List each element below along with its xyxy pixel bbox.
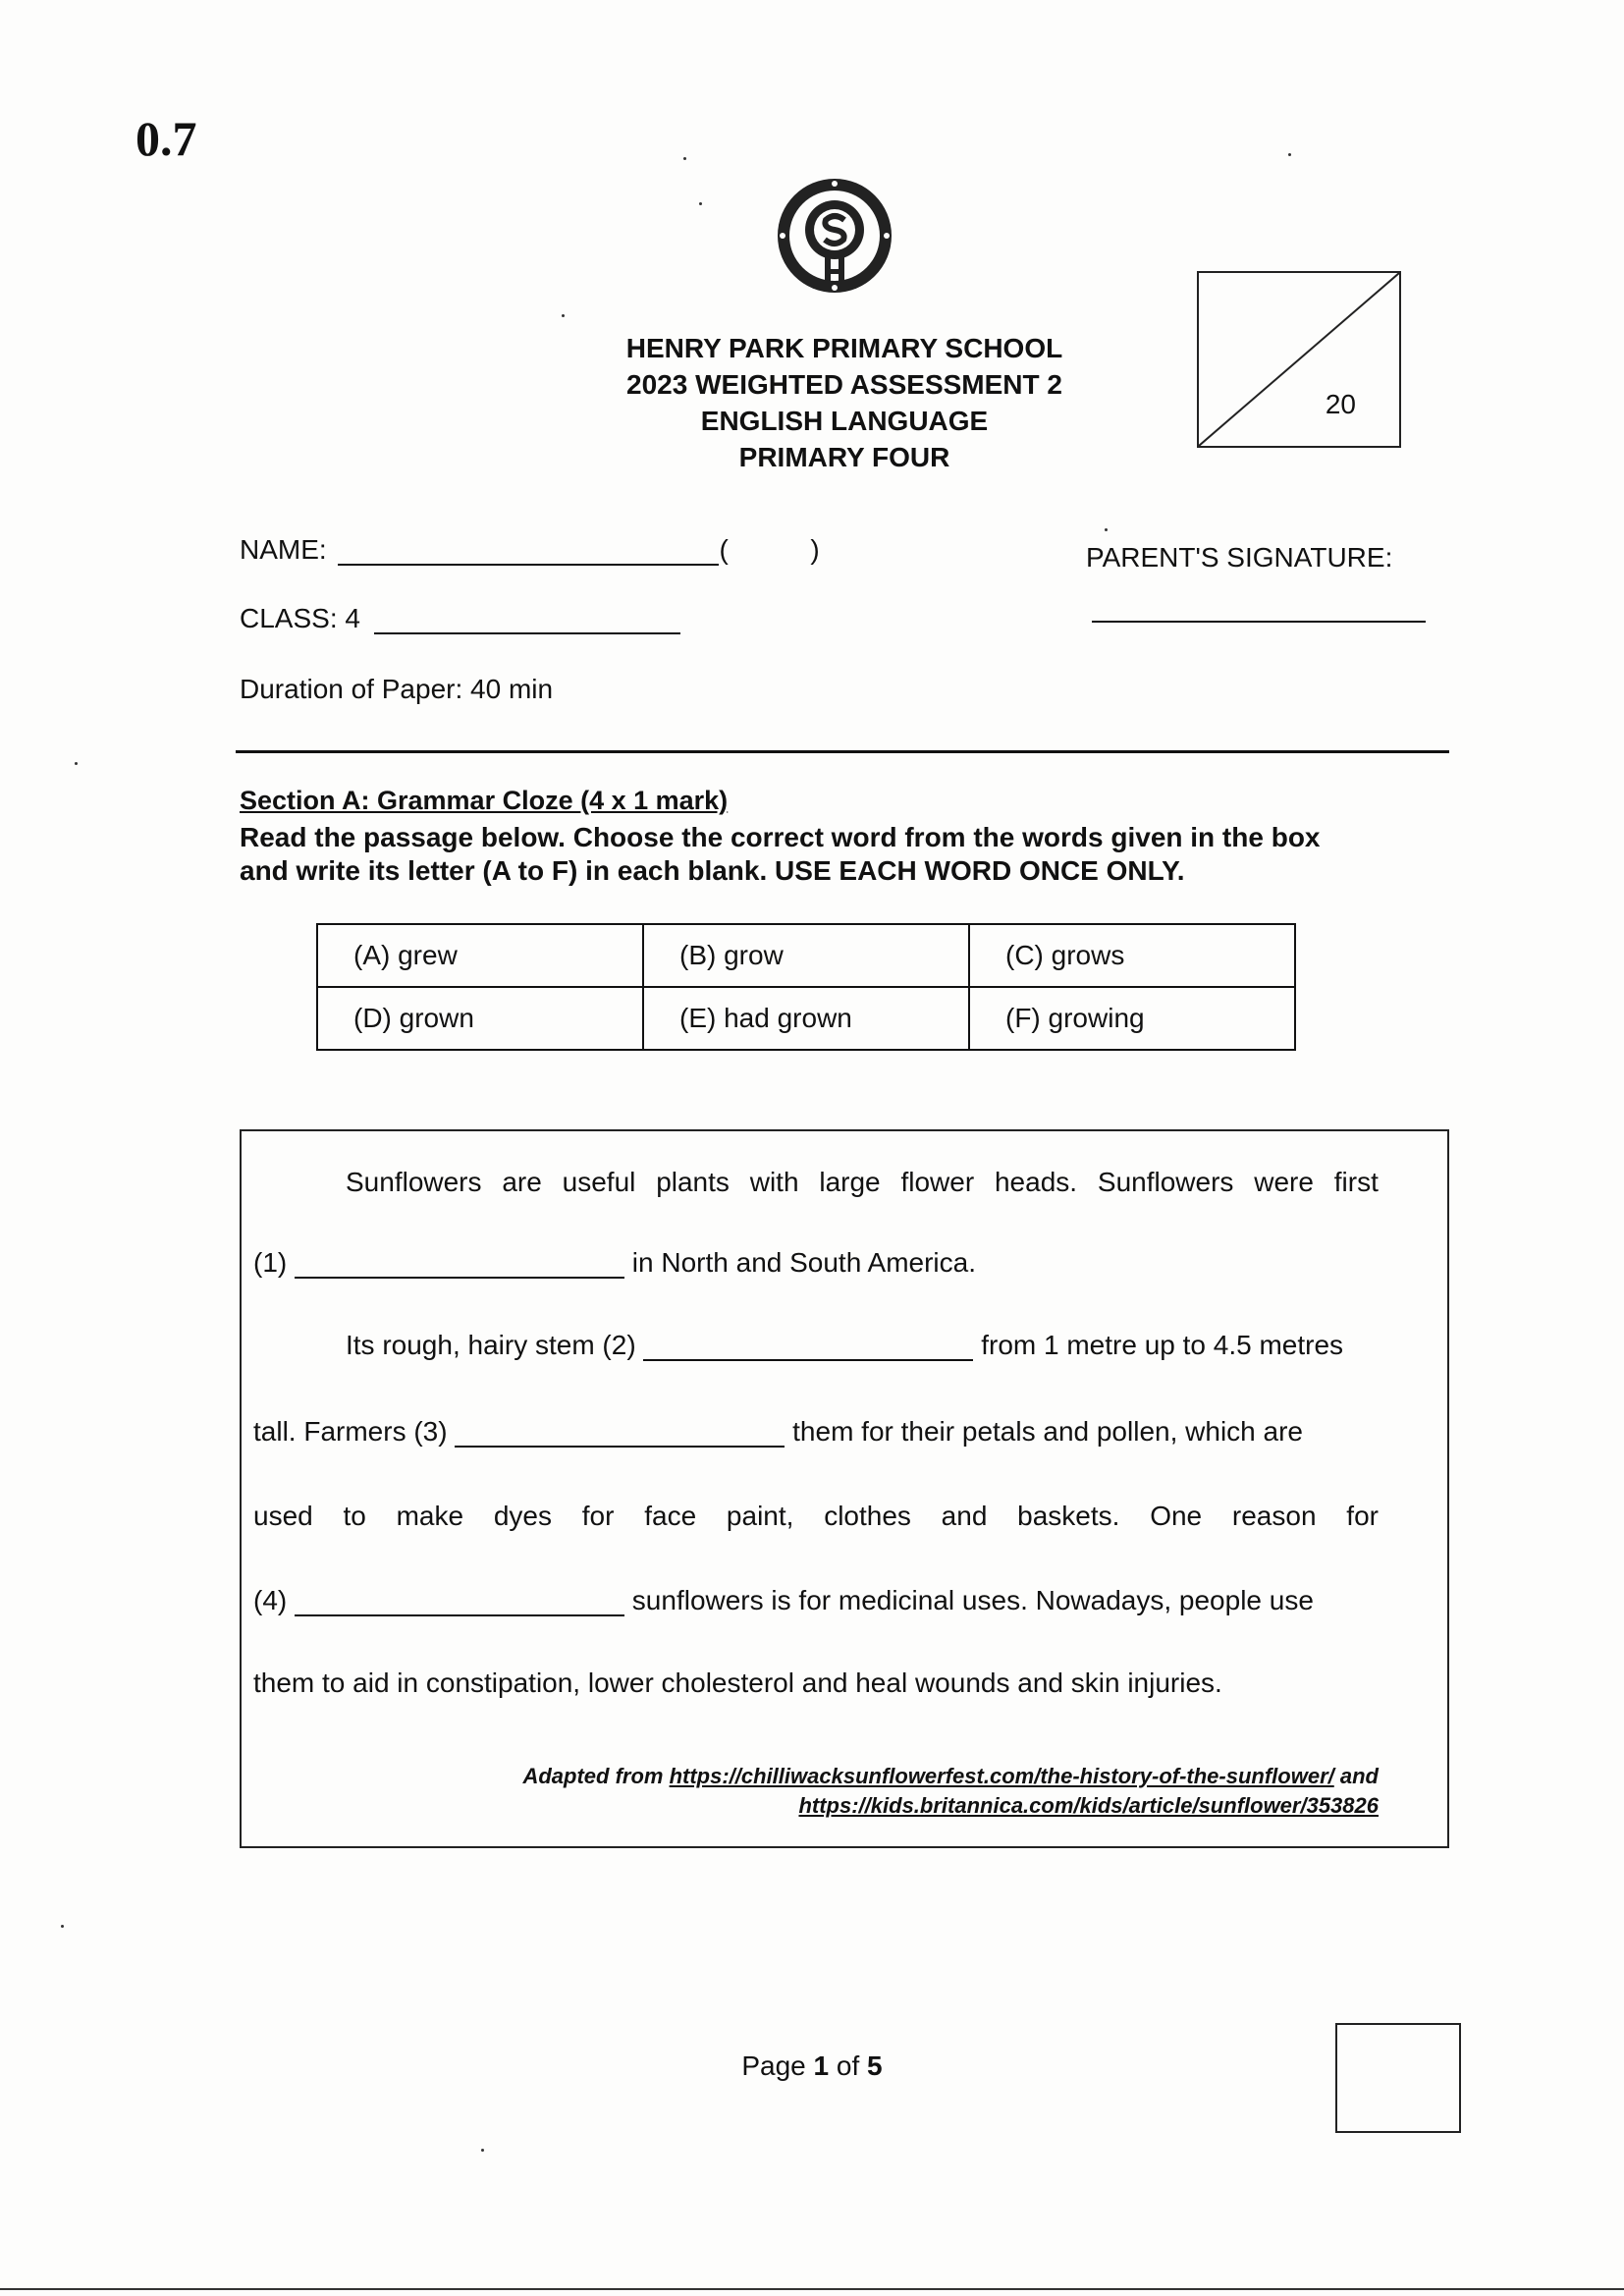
class-field[interactable] (374, 607, 680, 634)
passage-word: and (941, 1501, 988, 1531)
passage-word: reason (1231, 1501, 1317, 1531)
word-bank-row (317, 987, 1295, 1050)
passage-text: in North and South America. (631, 1247, 976, 1278)
score-tag: 0.7 (135, 111, 197, 166)
instruction-line: Read the passage below. Choose the correct word from the words given in the box (240, 822, 1321, 852)
passage-text: tall. Farmers (3) (253, 1416, 448, 1447)
passage-word: with (749, 1167, 799, 1197)
passage-text: sunflowers is for medicinal uses. Nowadays, people use (631, 1585, 1314, 1615)
passage-word: are (502, 1167, 542, 1197)
blank-number: (4) (253, 1585, 288, 1615)
blank-number: (1) (253, 1247, 288, 1278)
passage-word: heads. (994, 1167, 1078, 1197)
parent-signature-field[interactable] (1092, 619, 1426, 623)
name-row (240, 534, 820, 566)
passage-word: paint, (726, 1501, 794, 1531)
scan-speck (1288, 153, 1291, 156)
passage-text: from 1 metre up to 4.5 metres (981, 1330, 1344, 1360)
word-bank-row (317, 924, 1295, 987)
passage-word: used (253, 1501, 313, 1531)
source-credit (522, 1762, 1379, 1821)
header-divider (236, 750, 1449, 753)
passage-word: clothes (824, 1501, 911, 1531)
blank-2[interactable] (643, 1334, 973, 1361)
total-marks: 20 (1325, 389, 1356, 419)
passage-word: baskets. (1017, 1501, 1120, 1531)
word-option: (A) grew (317, 924, 643, 987)
class-row (240, 603, 680, 634)
scan-speck (699, 202, 702, 205)
credit-line (522, 1791, 1379, 1821)
passage-word: for (1346, 1501, 1379, 1531)
word-bank (316, 923, 1296, 1051)
passage-word: plants (656, 1167, 730, 1197)
source-link[interactable]: https://chilliwacksunflowerfest.com/the-history-of-the-sunflower/ (669, 1764, 1334, 1788)
source-link[interactable]: https://kids.britannica.com/kids/article/sunflower/353826 (798, 1793, 1379, 1818)
passage-word: face (644, 1501, 697, 1531)
passage-text: Its rough, hairy stem (2) (346, 1330, 636, 1360)
total-marks-box (1197, 271, 1401, 448)
word-option: (F) growing (969, 987, 1295, 1050)
scan-speck (61, 1925, 64, 1928)
assessment-title: 2023 WEIGHTED ASSESSMENT 2 (626, 369, 1062, 400)
passage-word: Sunflowers (1097, 1167, 1234, 1197)
passage-line-6 (253, 1585, 1379, 1616)
passage-line-1 (346, 1167, 1379, 1198)
credit-prefix: Adapted from (522, 1764, 664, 1788)
passage-word: make (396, 1501, 464, 1531)
scan-speck (683, 157, 686, 160)
passage-box (240, 1129, 1449, 1848)
scan-speck (481, 2149, 484, 2152)
passage-word: useful (562, 1167, 636, 1197)
register-close: ) (810, 534, 820, 565)
school-logo (772, 167, 897, 314)
page-current: 1 (813, 2050, 830, 2081)
word-option: (C) grows (969, 924, 1295, 987)
marks-diagonal (1199, 273, 1399, 446)
passage-word: dyes (493, 1501, 552, 1531)
scan-speck (1105, 528, 1108, 531)
passage-word: first (1333, 1167, 1379, 1197)
passage-word: large (819, 1167, 881, 1197)
duration-text: Duration of Paper: 40 min (240, 674, 554, 704)
subject-name: ENGLISH LANGUAGE (700, 406, 989, 436)
assessment-header (550, 330, 1139, 475)
passage-text: them for their petals and pollen, which are (792, 1416, 1303, 1447)
credit-line (522, 1762, 1379, 1791)
register-open: ( (719, 534, 729, 565)
passage-word: were (1254, 1167, 1314, 1197)
blank-3[interactable] (455, 1420, 785, 1448)
passage-word: to (343, 1501, 366, 1531)
blank-4[interactable] (295, 1589, 624, 1616)
page-total: 5 (867, 2050, 883, 2081)
credit-and: and (1339, 1764, 1379, 1788)
section-a-title: Section A: Grammar Cloze (4 x 1 mark) (240, 786, 729, 815)
page-prefix: Page (741, 2050, 806, 2081)
section-a-instructions (240, 821, 1447, 888)
parent-signature-label: PARENT'S SIGNATURE: (1086, 542, 1393, 573)
passage-line-5 (253, 1501, 1379, 1532)
class-label: CLASS: 4 (240, 603, 360, 633)
blank-1[interactable] (295, 1251, 624, 1279)
school-name: HENRY PARK PRIMARY SCHOOL (625, 333, 1063, 363)
word-option: (D) grown (317, 987, 643, 1050)
page-of: of (836, 2050, 860, 2081)
word-option: (B) grow (643, 924, 969, 987)
instruction-line: and write its letter (A to F) in each blank. USE EACH WORD ONCE ONLY. (240, 855, 1185, 886)
level-name: PRIMARY FOUR (738, 442, 950, 472)
page-score-box (1335, 2023, 1461, 2133)
passage-word: Sunflowers (346, 1167, 482, 1197)
passage-line-4 (253, 1416, 1379, 1448)
name-field[interactable] (338, 538, 719, 566)
word-option: (E) had grown (643, 987, 969, 1050)
passage-line-2 (253, 1247, 1379, 1279)
scan-edge (0, 2288, 1624, 2290)
passage-line-7: them to aid in constipation, lower cholesterol and heal wounds and skin injuries. (253, 1667, 1222, 1698)
passage-line-3 (346, 1330, 1379, 1361)
scan-speck (562, 314, 565, 317)
scan-speck (75, 762, 78, 765)
passage-word: for (581, 1501, 615, 1531)
name-label: NAME: (240, 534, 327, 565)
passage-word: flower (900, 1167, 975, 1197)
passage-word: One (1150, 1501, 1203, 1531)
